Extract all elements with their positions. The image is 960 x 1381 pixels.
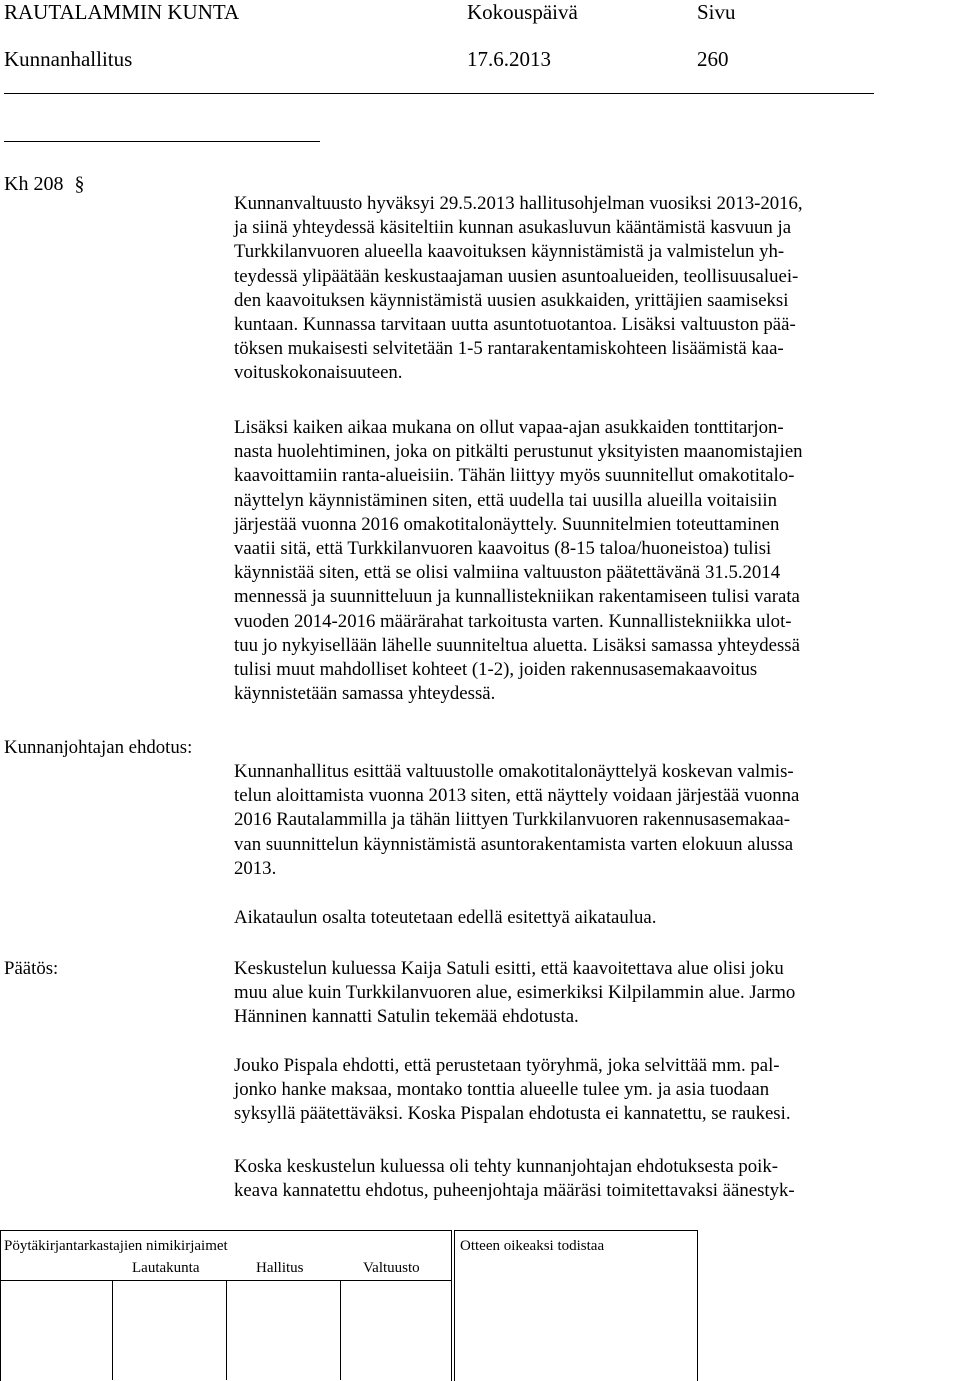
text-line: Kunnanhallitus esittää valtuustolle omakotitalonäyttelyä koskevan valmis-	[234, 761, 794, 782]
text-line: 2013.	[234, 857, 277, 879]
certification-title: Otteen oikeaksi todistaa	[460, 1238, 605, 1254]
text-line: Turkkilanvuoren alueella kaavoituksen käynnistämistä ja valmistelun yh-	[234, 241, 785, 263]
paragraph-proposal	[234, 760, 894, 881]
text-line: vaatii sitä, että Turkkilanvuoren kaavoitus (8-15 taloa/huoneistoa) tulisi	[234, 538, 772, 560]
text-line: Hänninen kannatti Satulin tekemää ehdotusta.	[234, 1006, 579, 1028]
text-line: den kaavoituksen käynnistämistä uusien asukkaiden, yrittäjien saamiseksi	[234, 289, 789, 311]
text-line: telun aloittamista vuonna 2013 siten, että näyttely voidaan järjestää vuonna	[234, 785, 800, 807]
signature-cell-divider	[112, 1280, 113, 1380]
text-line: töksen mukaisesti selvitetään 1-5 rantarakentamiskohteen lisäämistä kaa-	[234, 338, 784, 360]
text-line: käynnistää siten, että se olisi valmiina valtuuston päätettävänä 31.5.2014	[234, 562, 781, 584]
text-line: näyttelyn käynnistäminen siten, että uudella tai uusilla alueilla voitaisiin	[234, 489, 777, 511]
section-symbol: §	[74, 173, 85, 195]
text-line: ja siinä yhteydessä käsiteltiin kunnan asukasluvun kääntämistä kasvuun ja	[234, 217, 792, 239]
text-line: Keskustelun kuluessa Kaija Satuli esitti, että kaavoitettava alue olisi joku	[234, 958, 784, 979]
text-line: van suunnittelun käynnistämistä asuntorakentamista varten elokuun alussa	[234, 833, 794, 855]
organization-name: RAUTALAMMIN KUNTA	[4, 0, 240, 24]
paragraph-schedule	[234, 906, 894, 930]
text-line: mennessä ja suunnitteluun ja kunnallistekniikan rakentamiseen tulisi varata	[234, 586, 800, 608]
paragraph-decision	[234, 957, 894, 1030]
text-line: käynnistetään samassa yhteydessä.	[234, 683, 496, 705]
text-line: Jouko Pispala ehdotti, että perustetaan työryhmä, joka selvittää mm. pal-	[234, 1055, 780, 1076]
signature-col-hallitus: Hallitus	[256, 1260, 304, 1276]
signature-cell-divider	[340, 1280, 341, 1380]
section-number	[4, 172, 84, 196]
page-number: 260	[697, 47, 729, 71]
text-line: Kunnanvaltuusto hyväksyi 29.5.2013 hallitusohjelman vuosiksi 2013-2016,	[234, 193, 803, 214]
body-name: Kunnanhallitus	[4, 47, 133, 71]
text-line: Koska keskustelun kuluessa oli tehty kunnanjohtajan ehdotuksesta poik-	[234, 1156, 779, 1177]
proposal-label: Kunnanjohtajan ehdotus:	[4, 737, 193, 758]
text-line: teydessä ylipäätään keskustaajaman uusien asuntoalueiden, teollisuusaluei-	[234, 265, 799, 287]
signature-col-valtuusto: Valtuusto	[363, 1260, 420, 1276]
paragraph-additional	[234, 416, 894, 706]
text-line: voituskokonaisuuteen.	[234, 362, 403, 384]
text-line: tuu jo nykyisellään lähelle suunniteltua aluetta. Lisäksi samassa yhteydessä	[234, 634, 800, 656]
text-line: kaavoittamiin ranta-alueisiin. Tähän liittyy myös suunnitellut omakotitalo-	[234, 465, 795, 487]
meeting-date-label: Kokouspäivä	[467, 0, 578, 24]
text-line: nasta huolehtiminen, joka on pitkälti perustunut yksityisten maanomistajien	[234, 441, 803, 463]
text-line: Aikataulun osalta toteutetaan edellä esitettyä aikataulua.	[234, 907, 657, 928]
signature-cell-divider	[226, 1280, 227, 1380]
paragraph-background	[234, 192, 894, 386]
text-line: 2016 Rautalammilla ja tähän liittyen Turkkilanvuoren rakennusasemakaa-	[234, 809, 790, 831]
text-line: jonko hanke maksaa, montako tonttia alueelle tulee ym. ja asia tuodaan	[234, 1079, 770, 1101]
meeting-date: 17.6.2013	[467, 47, 551, 71]
paragraph-pispala	[234, 1054, 894, 1127]
section-rule	[4, 141, 320, 142]
text-line: Lisäksi kaiken aikaa mukana on ollut vapaa-ajan asukkaiden tonttitarjon-	[234, 417, 784, 438]
signatures-title: Pöytäkirjantarkastajien nimikirjaimet	[4, 1238, 228, 1254]
signature-col-lautakunta: Lautakunta	[132, 1260, 200, 1276]
text-line: muu alue kuin Turkkilanvuoren alue, esimerkiksi Kilpilammin alue. Jarmo	[234, 982, 796, 1004]
decision-label: Päätös:	[4, 958, 59, 979]
text-line: järjestää vuonna 2016 omakotitalonäyttely. Suunnitelmien toteuttaminen	[234, 513, 780, 535]
page-label: Sivu	[697, 0, 736, 24]
text-line: keava kannatettu ehdotus, puheenjohtaja määräsi toimitettavaksi äänestyk-	[234, 1180, 795, 1202]
text-line: kuntaan. Kunnassa tarvitaan uutta asuntotuotantoa. Lisäksi valtuuston pää-	[234, 314, 796, 336]
paragraph-vote	[234, 1155, 894, 1203]
section-number-text: Kh 208	[4, 173, 64, 195]
header-rule	[4, 93, 874, 94]
text-line: tulisi muut mahdolliset kohteet (1-2), joiden rakennusasemakaavoitus	[234, 659, 758, 681]
text-line: syksyllä päätettäväksi. Koska Pispalan ehdotusta ei kannatettu, se raukesi.	[234, 1103, 791, 1125]
text-line: vuoden 2014-2016 määrärahat tarkoitusta varten. Kunnallistekniikka ulot-	[234, 610, 792, 632]
